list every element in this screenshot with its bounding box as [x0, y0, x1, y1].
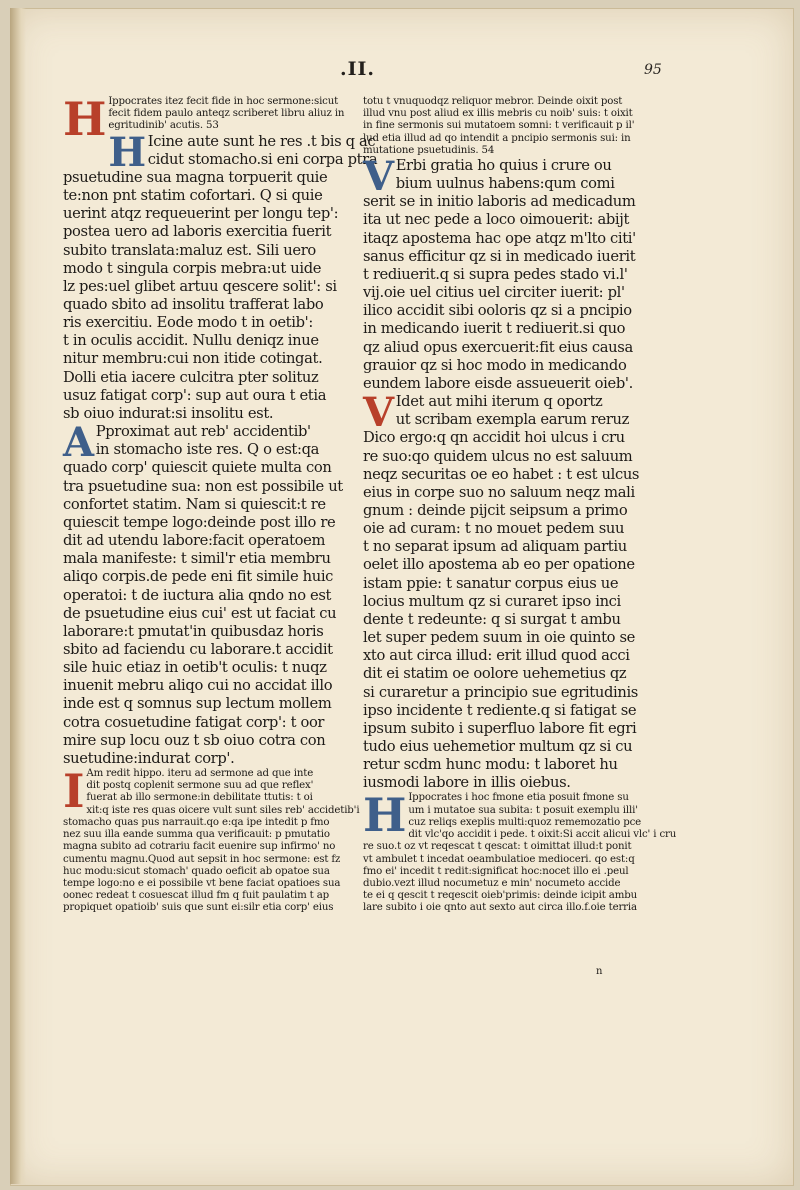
text-line: inuenit mebru aliqo cui no accidat illo — [63, 677, 333, 695]
text-line: vij.oie uel citius uel circiter iuerit: pl' — [363, 284, 625, 302]
text-line: dubio.vezt illud nocumetuz e min' nocumeto accide — [363, 877, 621, 889]
text-line: ipsum subito i superfluo labore fit egri — [363, 719, 637, 737]
text-line: lare subito i oie qnto aut sexto aut circa illo.f.oie terria — [363, 902, 637, 914]
text-line: quiescit tempe logo:deinde post illo re — [63, 513, 336, 531]
text-line: iusmodi labore in illis oiebus. — [363, 774, 571, 792]
text-line: Idet aut mihi iterum q oportz — [395, 393, 603, 411]
text-line: Ippocrates itez fecit fide in hoc sermone:sicut — [108, 96, 339, 107]
text-line: retur scdm hunc modu: t laboret hu — [363, 756, 618, 774]
text-block — [63, 419, 353, 768]
decorated-initial: H — [63, 92, 107, 146]
text-line: confortet statim. Nam si quiescit:t re — [63, 495, 326, 513]
decorated-initial: A — [63, 419, 94, 467]
text-line: postea uero ad laboris exercitia fuerit — [63, 223, 332, 241]
text-line: sbito ad faciendu cu laborare.t accidit — [63, 640, 333, 658]
text-line: in medicando iuerit t rediuerit.si quo — [363, 320, 626, 338]
text-line: ut scribam exempla earum reruz — [395, 411, 630, 429]
text-line: totu t vnuquodqz reliquor mebror. Deinde oixit post — [363, 96, 623, 107]
text-line: cuz reliqs exeplis multi:quoz rememozatio pce — [408, 816, 642, 828]
text-line: sb oiuo indurat:si insolitu est. — [63, 404, 274, 422]
text-line: itaqz apostema hac ope atqz m'lto citi' — [363, 229, 636, 247]
text-line: oonec redeat t cosuescat illud fm q fuit paulatim t ap — [63, 890, 329, 902]
text-line: laborare:t pmutat'in quibusdaz horis — [63, 622, 324, 640]
text-line: re suo.t oz vt reqescat t qescat: t oimittat illud:t ponit — [363, 841, 632, 853]
text-line: Am redit hippo. iteru ad sermone ad que inte — [86, 768, 314, 780]
text-line: eius in corpe suo no saluum neqz mali — [363, 483, 635, 501]
text-line: dit ad utendu labore:facit operatoem — [63, 532, 326, 550]
text-line: t rediuerit.q si supra pedes stado vi.l' — [363, 265, 628, 283]
text-line: illud vnu post aliud ex illis mebris cu noib' suis: t oixit — [363, 108, 633, 120]
text-line: istam ppie: t sanatur corpus eius ue — [363, 574, 619, 592]
text-line: xto aut circa illud: erit illud quod acci — [363, 647, 630, 665]
text-line: serit se in initio laboris ad medicadum — [363, 193, 636, 211]
text-line: neqz securitas oe eo habet : t est ulcus — [363, 465, 640, 483]
text-line: ilico accidit sibi ooloris qz si a pncipio — [363, 302, 632, 320]
text-line: Dolli etia iacere culcitra pter solituz — [63, 368, 319, 386]
text-line: lud etia illud ad qo intendit a pncipio sermonis sui: in — [363, 132, 631, 144]
text-line: Icine aute sunt he res .t bis q ac — [147, 132, 376, 150]
text-line: eundem labore eisde assueuerit oieb'. — [363, 374, 633, 392]
running-head: .II. — [340, 58, 376, 80]
text-line: oelet illo apostema ab eo per opatione — [363, 556, 635, 574]
text-block — [363, 788, 677, 914]
text-line: te:non pnt statim cofortari. Q si quie — [63, 187, 323, 205]
text-line: dente t redeunte: q si surgat t ambu — [363, 610, 621, 628]
text-line: nez suu illa eande summa qua verificauit: p pmutatio — [63, 829, 330, 841]
text-line: tudo eius uehemetior multum qz si cu — [363, 738, 633, 756]
text-block — [363, 96, 643, 157]
text-line: bium uulnus habens:qum comi — [395, 175, 615, 193]
text-line: ita ut nec pede a loco oimouerit: abijt — [363, 211, 630, 229]
binding-gutter — [10, 8, 26, 1184]
text-block — [363, 389, 643, 792]
text-line: qz aliud opus exercuerit:fit eius causa — [363, 338, 633, 356]
text-line: ipso incidente t rediente.q si fatigat se — [363, 701, 637, 719]
text-line: dit postq coplenit sermone suu ad que reflex' — [86, 780, 314, 792]
text-line: mire sup locu ouz t sb oiuo cotra con — [63, 731, 326, 749]
text-line: lz pes:uel glibet artuu qescere solit': si — [63, 277, 337, 295]
text-line: fmo ei' incedit t redit:significat hoc:nocet illo ei .peul — [363, 865, 629, 877]
text-line: mala manifeste: t simil'r etia membru — [63, 550, 331, 568]
text-line: inde est q somnus sup lectum mollem — [63, 695, 332, 713]
text-line: gnum : deinde pijcit seipsum a primo — [363, 501, 628, 519]
text-line: de psuetudine eius cui' est ut faciat cu — [63, 604, 337, 622]
text-line: modo t singula corpis mebra:ut uide — [63, 259, 322, 277]
text-line: cidut stomacho.si eni corpa ptra — [147, 150, 378, 168]
text-line: quado sbito ad insolitu trafferat labo — [63, 296, 324, 314]
text-line: sanus efficitur qz si in medicado iuerit — [363, 247, 636, 265]
text-line: tra psuetudine sua: non est possibile ut — [63, 477, 343, 495]
text-line: t no separat ipsum ad aliquam partiu — [363, 538, 627, 556]
text-line: propiquet opatioib' suis que sunt ei:silr etia corp' eius — [63, 902, 334, 914]
text-line: locius multum qz si curaret ipso inci — [363, 592, 621, 610]
text-block — [363, 153, 643, 393]
text-line: xit:q iste res quas oicere vult sunt siles reb' accidetib'i — [86, 804, 360, 816]
text-line: egritudinib' acutis. 53 — [108, 120, 219, 132]
text-line: Pproximat aut reb' accidentib' — [95, 423, 311, 441]
text-line: tempe logo:no e ei possibile vt bene faciat opatioes sua — [63, 877, 341, 889]
text-line: mutatione psuetudinis. 54 — [363, 144, 495, 156]
text-line: aliqo corpis.de pede eni fit simile huic — [63, 568, 334, 586]
text-line: quado corp' quiescit quiete multa con — [63, 459, 332, 477]
text-line: nitur membru:cui non itide cotingat. — [63, 350, 323, 368]
text-line: t in oculis accidit. Nullu deniqz inue — [63, 332, 319, 350]
text-line: um i mutatoe sua subita: t posuit exemplu illi' — [408, 804, 638, 816]
text-line: usuz fatigat corp': sup aut oura t etia — [63, 386, 327, 404]
text-line: in fine sermonis sui mutatoem somni: t verificauit p il' — [363, 120, 635, 132]
decorated-initial: H — [108, 128, 146, 176]
text-line: dit vlc'qo accidit i pede. t oixit:Si accit alicui vlc' i cru — [408, 829, 677, 841]
text-line: Erbi gratia ho quius i crure ou — [395, 157, 612, 175]
text-line: oie ad curam: t no mouet pedem suu — [363, 520, 625, 538]
text-line: psuetudine sua magna torpuerit quie — [63, 168, 328, 186]
decorated-initial: V — [363, 153, 394, 201]
text-line: huc modu:sicut stomach' quado oeficit ab opatoe sua — [63, 865, 330, 877]
text-line: stomacho quas pus narrauit.qo e:qa ipe intedit p fmo — [63, 816, 330, 828]
text-line: let super pedem suum in oie quinto se — [363, 629, 636, 647]
text-line: fuerat ab illo sermone:in debilitate ttutis: t oi — [86, 792, 313, 804]
text-line: ris exercitiu. Eode modo t in oetib': — [63, 314, 313, 332]
text-line: fecit fidem paulo anteqz scriberet libru aliuz in — [108, 108, 345, 120]
decorated-initial: V — [363, 389, 394, 437]
text-line: si curaretur a principio sue egritudinis — [363, 683, 638, 701]
text-line: re suo:qo quidem ulcus no est saluum — [363, 447, 633, 465]
text-line: te ei q qescit t reqescit oieb'primis: deinde icipit ambu — [363, 890, 637, 902]
text-line: uerint atqz requeuerint per longu tep': — [63, 205, 339, 223]
text-line: vt ambulet t incedat oeambulatioe medioceri. qo est:q — [363, 853, 635, 865]
text-line: cumentu magnu.Quod aut sepsit in hoc sermone: est fz — [63, 853, 341, 865]
right-column — [363, 96, 677, 915]
decorated-initial: H — [363, 788, 407, 843]
text-line: in stomacho iste res. Q o est:qa — [95, 441, 320, 459]
text-block — [63, 128, 378, 424]
signature-mark: n — [596, 966, 603, 977]
text-block — [63, 764, 360, 914]
left-column — [63, 92, 378, 915]
text-line: Ippocrates i hoc fmone etia posuit fmone su — [408, 792, 629, 804]
text-line: operatoi: t de iuctura alia qndo no est — [63, 586, 332, 604]
text-line: magna subito ad cotrariu facit euenire sup infirmo' no — [63, 841, 336, 853]
text-line: grauior qz si hoc modo in medicando — [363, 356, 627, 374]
text-line: suetudine:indurat corp'. — [63, 749, 235, 767]
text-line: subito translata:maluz est. Sili uero — [63, 241, 316, 259]
text-line: cotra cosuetudine fatigat corp': t oor — [63, 713, 325, 731]
text-line: dit ei statim oe oolore uehemetius qz — [363, 665, 627, 683]
folio-number: 95 — [644, 62, 662, 78]
text-line: Dico ergo:q qn accidit hoi ulcus i cru — [363, 429, 625, 447]
decorated-initial: I — [63, 764, 85, 819]
text-line: sile huic etiaz in oetib't oculis: t nuqz — [63, 659, 327, 677]
